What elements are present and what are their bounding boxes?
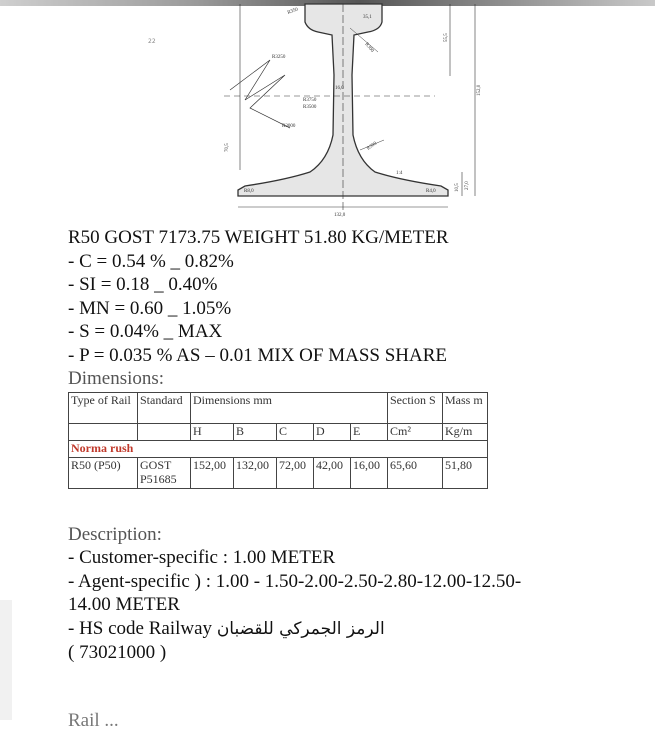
desc-agent-1: - Agent-specific ) : 1.00 - 1.50-2.00-2.50-2.80-12.00-12.50- [68,570,522,592]
cell-standard: GOST P51685 [138,458,191,489]
zigzag-line [230,60,290,128]
label-b2: 27,0 [465,181,470,190]
sub-empty-2 [138,424,191,441]
desc-hs-code: ( 73021000 ) [68,642,167,663]
col-mass: Mass m [443,393,488,424]
desc-customer: - Customer-specific : 1.00 METER [68,547,336,568]
cell-mass: 51,80 [443,458,488,489]
label-b3: 10,5 [455,183,460,192]
dimensions-table [68,392,488,489]
sub-b: B [234,424,277,441]
spec-sulfur: - S = 0.04% _ MAX [68,321,223,342]
label-r6: R3000 [282,124,296,129]
chemical-specs [68,226,449,367]
page-tag: 22 [148,38,156,45]
desc-hs-arabic: الرمز الجمركي للقضبان [216,618,385,639]
sub-section-unit: Cm² [388,424,443,441]
table-group-row [69,441,488,458]
desc-hs-label: - HS code Railway [68,617,213,639]
desc-agent-2: 14.00 METER [68,594,180,615]
label-r1: R350 [286,7,299,16]
label-b1: 132,0 [334,213,346,218]
label-w1: 16,0 [335,86,344,91]
col-section: Section S [388,393,443,424]
sub-empty-1 [69,424,138,441]
sub-h: H [191,424,234,441]
cell-b: 132,00 [234,458,277,489]
label-r2: R300 [363,42,375,54]
table-header-row [69,393,488,424]
rail-profile-svg [200,0,490,222]
rail-profile-drawing [200,0,490,222]
desc-hs-line [68,617,628,642]
sub-e: E [351,424,388,441]
cell-h: 152,00 [191,458,234,489]
cutoff-text: Rail ... [68,710,119,731]
table-subheader-row [69,424,488,441]
label-n1: 1:4 [396,171,403,176]
label-r9: R4,0 [426,189,436,194]
col-type-rail: Type of Rail [69,393,138,424]
left-edge-shade [0,600,12,720]
col-dimensions: Dimensions mm [191,393,388,424]
label-r3: R3250 [272,55,286,60]
description-block [68,546,628,665]
cell-c: 72,00 [277,458,314,489]
cell-d: 42,00 [314,458,351,489]
label-h3: 152,0 [477,84,482,96]
cell-e: 16,00 [351,458,388,489]
table-row [69,458,488,489]
specs-title: R50 GOST 7173.75 WEIGHT 51.80 KG/METER [68,227,449,248]
spec-silicon: - SI = 0.18 _ 0.40% [68,274,218,295]
spec-manganese: - MN = 0.60 _ 1.05% [68,297,232,319]
col-standard: Standard [138,393,191,424]
label-d1: 35,1 [363,15,372,20]
spec-carbon: - C = 0.54 % _ 0.82% [68,250,234,272]
cell-section: 65,60 [388,458,443,489]
label-r5: R3500 [303,105,317,110]
cell-type: R50 (P50) [69,458,138,489]
label-r4: R3750 [303,98,317,103]
group-norma-rush: Norma rush [69,441,488,458]
label-r8: R8,0 [244,189,254,194]
spec-phosphorus: - P = 0.035 % AS – 0.01 MIX OF MASS SHARE [68,344,447,366]
label-r7: R500 [366,141,379,152]
sub-d: D [314,424,351,441]
label-h1: 70,5 [225,143,230,152]
label-h2: 55,5 [444,33,449,42]
sub-mass-unit: Kg/m [443,424,488,441]
description-title: Description: [68,524,162,545]
sub-c: C [277,424,314,441]
dimensions-title: Dimensions: [68,368,165,389]
